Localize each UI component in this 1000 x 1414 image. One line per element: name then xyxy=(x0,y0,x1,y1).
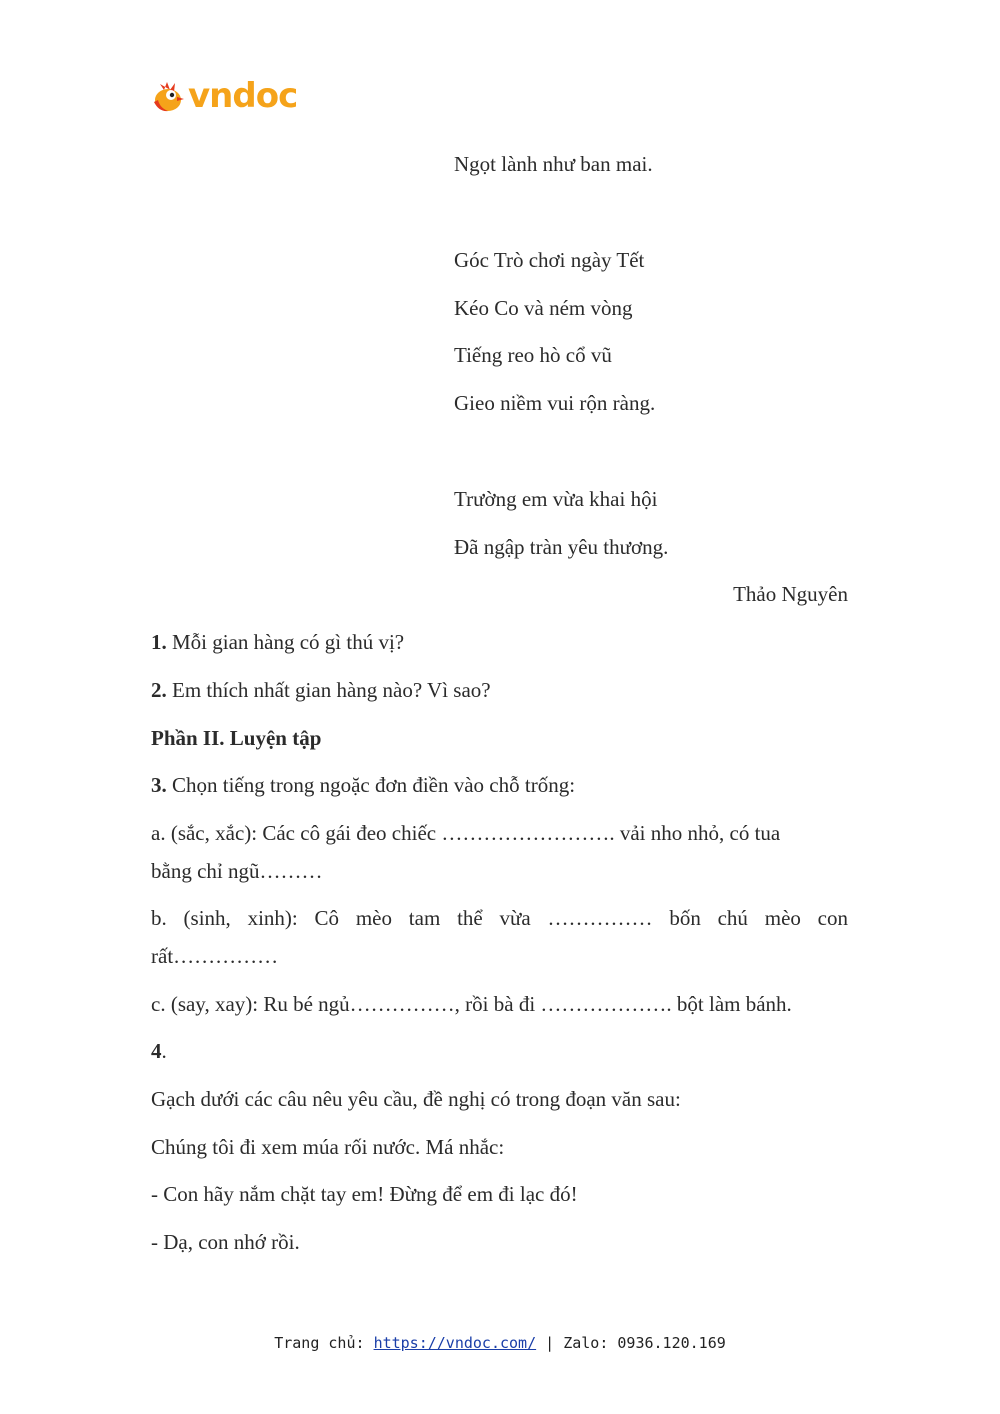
question-4-prompt: Gạch dưới các câu nêu yêu cầu, đề nghị có trong đoạn văn sau: xyxy=(151,1087,681,1111)
footer-home-label: Trang chủ: xyxy=(274,1334,374,1352)
poem-line: Đã ngập tràn yêu thương. xyxy=(454,535,669,559)
exercise-3c: c. (say, xay): Ru bé ngủ……………, rồi bà đi ………………. bột làm bánh. xyxy=(151,992,792,1016)
passage-line: Chúng tôi đi xem múa rối nước. Má nhắc: xyxy=(151,1135,505,1159)
poem-line: Trường em vừa khai hội xyxy=(454,487,658,511)
exercise-3b-line2: rất…………… xyxy=(151,944,279,968)
exercise-3a-line2: bằng chỉ ngũ……… xyxy=(151,859,323,883)
question-number: 2. xyxy=(151,678,167,702)
question-text: Chọn tiếng trong ngoặc đơn điền vào chỗ trống: xyxy=(166,773,576,797)
footer-home-link[interactable]: https://vndoc.com/ xyxy=(373,1334,537,1352)
question-2 xyxy=(151,677,491,703)
question-3 xyxy=(151,772,575,798)
question-number: 4 xyxy=(151,1039,162,1063)
passage-line: - Con hãy nắm chặt tay em! Đừng để em đi lạc đó! xyxy=(151,1182,578,1206)
footer-separator: | xyxy=(536,1334,564,1352)
exercise-3b-line1: b. (sinh, xinh): Cô mèo tam thể vừa …………… bốn chú mèo con xyxy=(151,906,848,930)
exercise-3a-line1: a. (sắc, xắc): Các cô gái đeo chiếc ……………………. vải nho nhỏ, có tua xyxy=(151,821,781,845)
poem-line: Ngọt lành như ban mai. xyxy=(454,152,653,176)
poem-author: Thảo Nguyên xyxy=(733,582,848,606)
question-number: 1. xyxy=(151,630,167,654)
poem-line: Góc Trò chơi ngày Tết xyxy=(454,248,645,272)
poem-line: Kéo Co và ném vòng xyxy=(454,296,633,320)
footer-zalo: Zalo: 0936.120.169 xyxy=(563,1334,726,1352)
question-number: 3. xyxy=(151,773,167,797)
vndoc-logo[interactable] xyxy=(150,76,297,116)
poem-line: Tiếng reo hò cổ vũ xyxy=(454,343,612,367)
question-1 xyxy=(151,629,404,655)
question-text: Em thích nhất gian hàng nào? Vì sao? xyxy=(166,678,491,702)
question-punct: . xyxy=(161,1039,167,1063)
section-heading xyxy=(151,725,321,751)
section-heading-text: Phần II. Luyện tập xyxy=(151,726,322,750)
question-4 xyxy=(151,1038,167,1064)
passage-line: - Dạ, con nhớ rồi. xyxy=(151,1230,300,1254)
poem-line: Gieo niềm vui rộn ràng. xyxy=(454,391,656,415)
logo-wordmark: vndoc xyxy=(188,76,298,116)
question-text: Mỗi gian hàng có gì thú vị? xyxy=(166,630,405,654)
rooster-mascot-icon xyxy=(150,78,186,114)
page-footer xyxy=(0,1334,1000,1352)
